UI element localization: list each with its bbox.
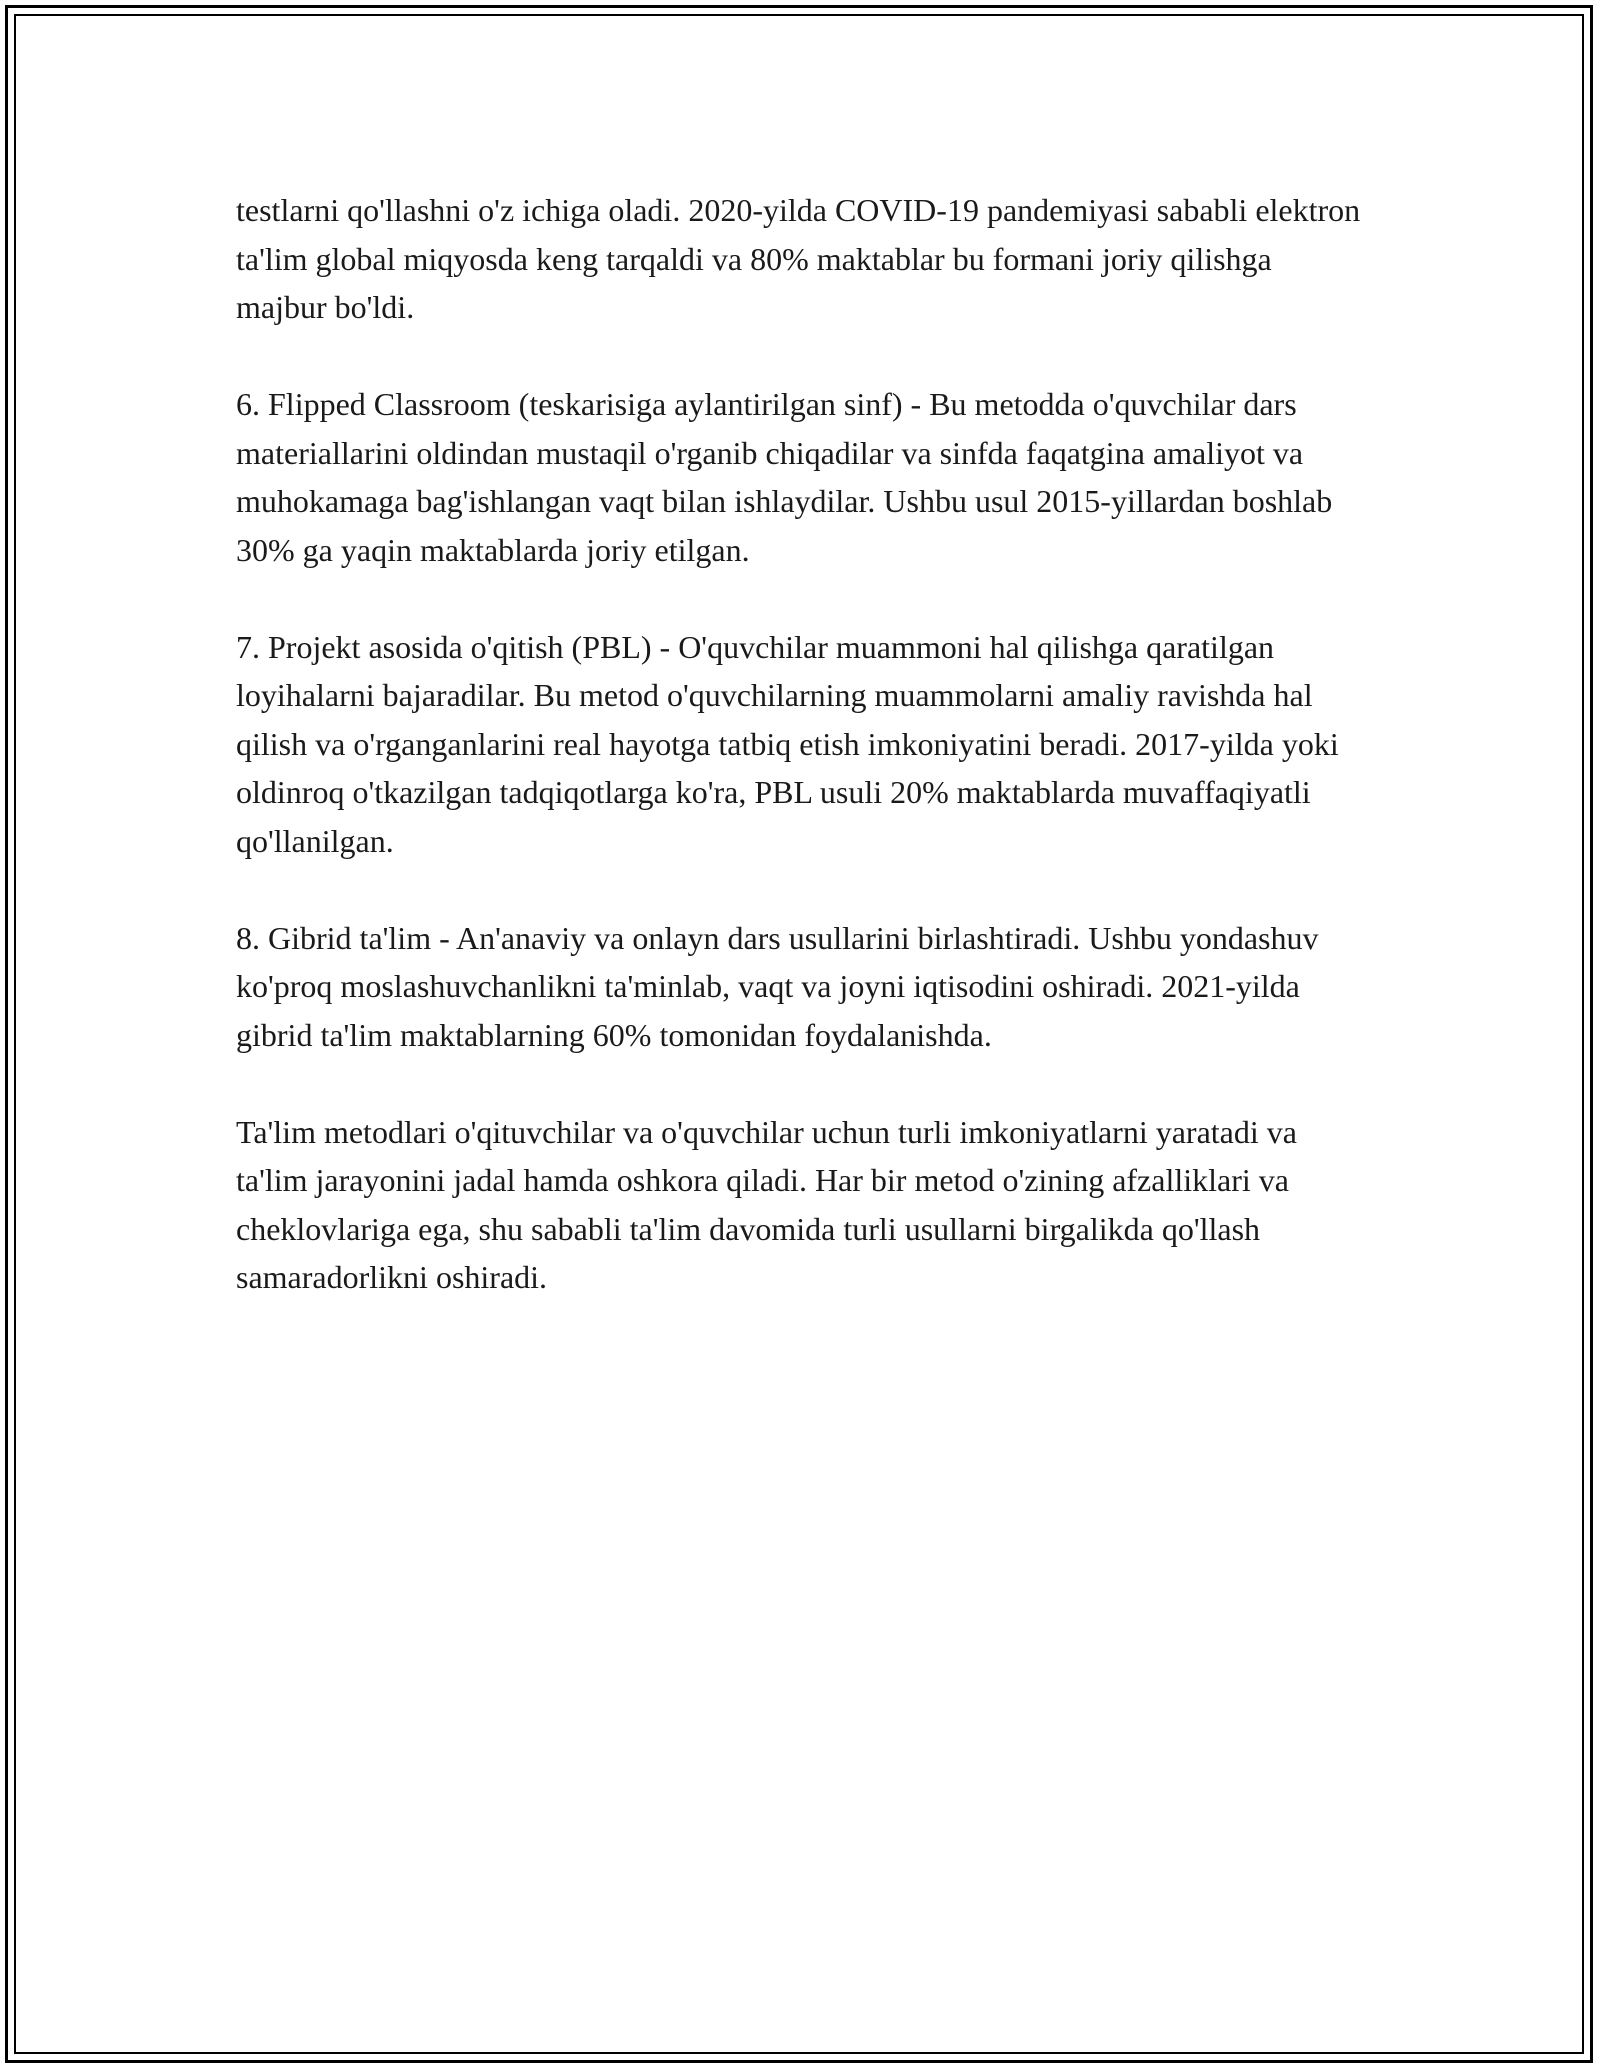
document-body [236,186,1366,1350]
paragraph-conclusion: Ta'lim metodlari o'qituvchilar va o'quvchilar uchun turli imkoniyatlarni yaratadi va ta'lim jarayonini jadal hamda oshkora qiladi. Har bir metod o'zining afzalliklari va cheklovlariga ega, shu sababli ta'lim davomida turli usullarni birgalikda qo'llash samaradorlikni oshiradi. [236,1113,1297,1295]
paragraph-hybrid-learning: 8. Gibrid ta'lim - An'anaviy va onlayn dars usullarini birlashtiradi. Ushbu yondashuv ko'proq moslashuvchanlikni ta'minlab, vaqt va joyni iqtisodini oshiradi. 2021-yilda gibrid ta'lim maktablarning 60% tomonidan foydalanishda. [236,919,1319,1053]
paragraph-electronic-learning: testlarni qo'llashni o'z ichiga oladi. 2020-yilda COVID-19 pandemiyasi sababli elektron ta'lim global miqyosda keng tarqaldi va 80% maktablar bu formani joriy qilishga majbur bo'ldi. [236,192,1361,325]
paragraph-project-based-learning: 7. Projekt asosida o'qitish (PBL) - O'quvchilar muammoni hal qilishga qaratilgan loyihalarni bajaradilar. Bu metod o'quvchilarning muammolarni amaliy ravishda hal qilish va o'rganganlarini real hayotga tatbiq etish imkoniyatini beradi. 2017-yilda yoki oldinroq o'tkazilgan tadqiqotlarga ko'ra, PBL usuli 20% maktablarda muvaffaqiyatli qo'llanilgan. [236,628,1339,859]
paragraph-flipped-classroom: 6. Flipped Classroom (teskarisiga aylantirilgan sinf) - Bu metodda o'quvchilar dars materiallarini oldindan mustaqil o'rganib chiqadilar va sinfda faqatgina amaliyot va muhokamaga bag'ishlangan vaqt bilan ishlaydilar. Ushbu usul 2015-yillardan boshlab 30% ga yaqin maktablarda joriy etilgan. [236,386,1333,568]
